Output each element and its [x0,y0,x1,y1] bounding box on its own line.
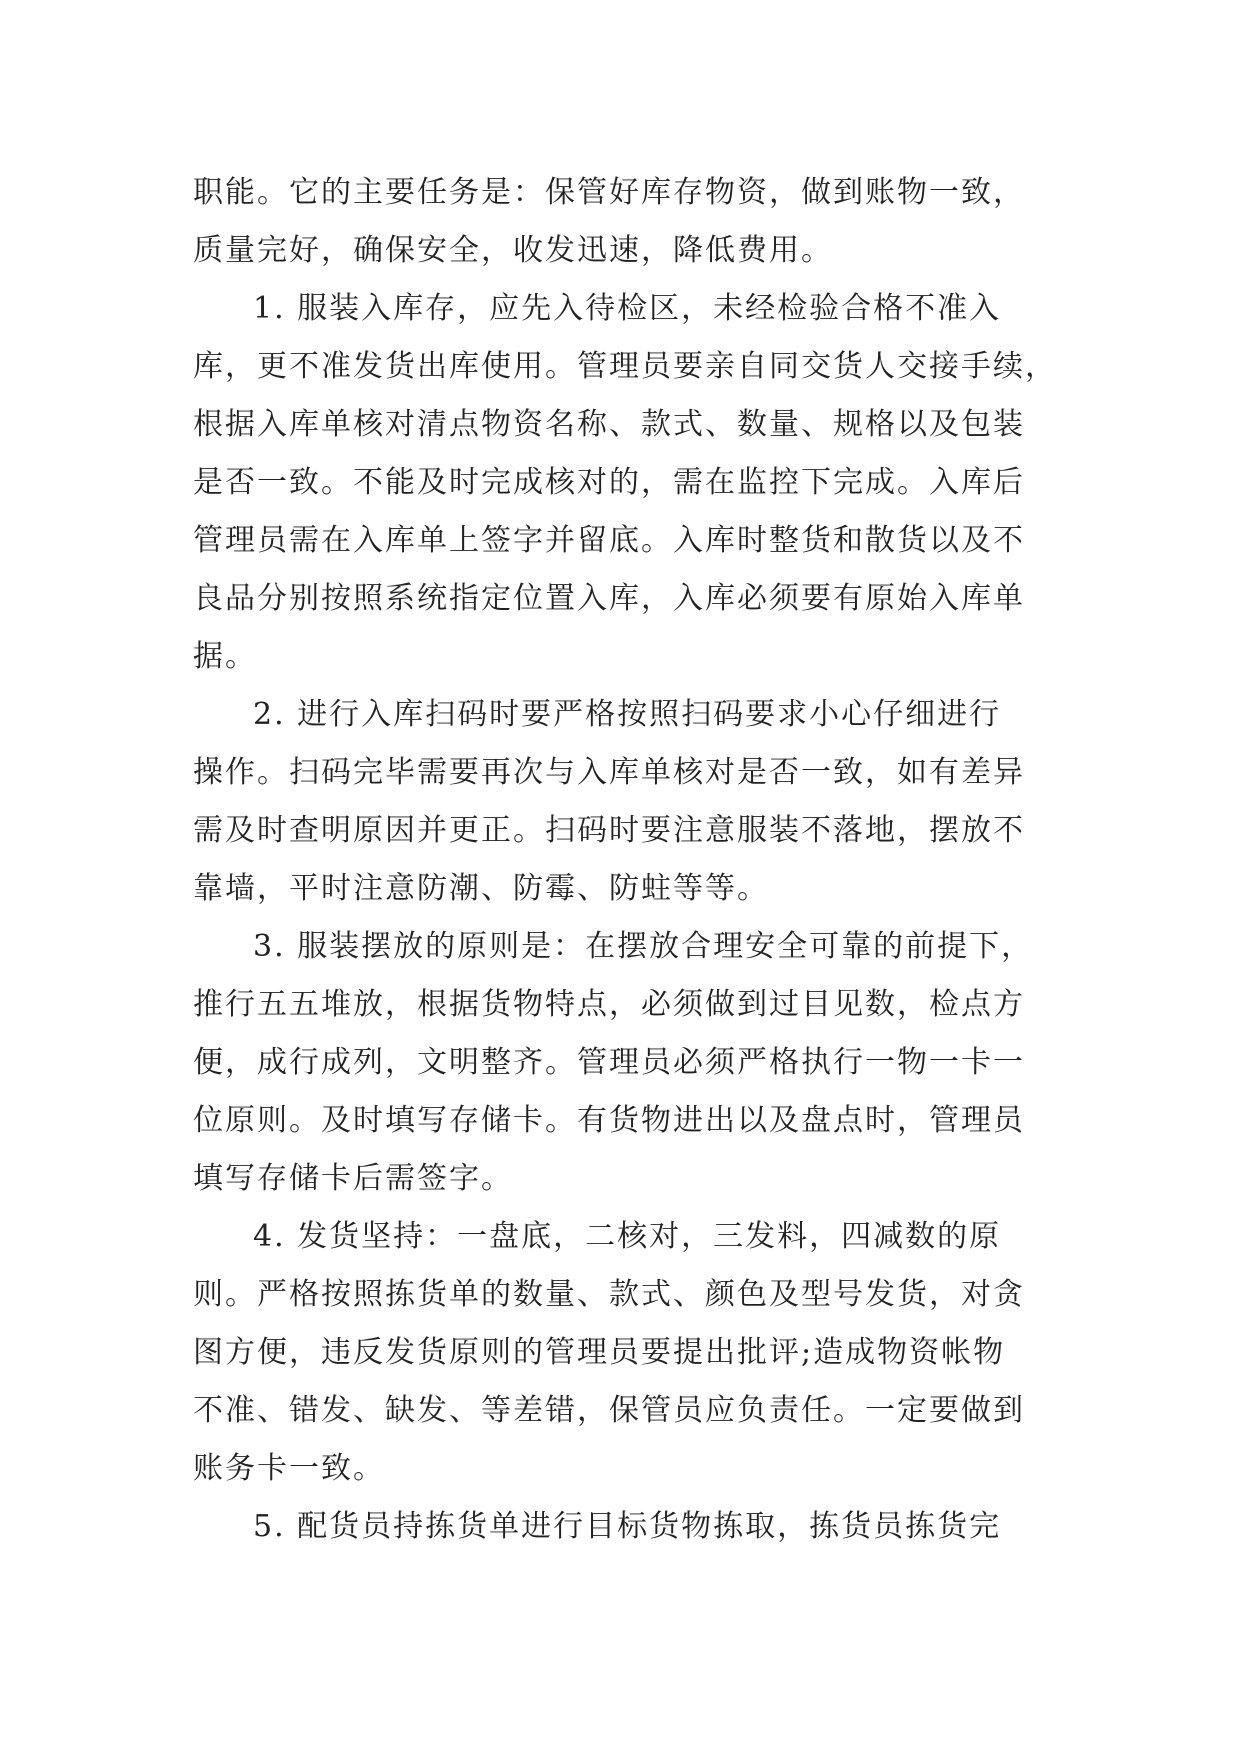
text-line: 5. 配货员持拣货单进行目标货物拣取，拣货员拣货完 [253,1509,1002,1544]
text-line: 根据入库单核对清点物资名称、款式、数量、规格以及包装 [193,407,1025,442]
text-line: 填写存储卡后需签字。 [193,1161,513,1196]
text-line: 据。 [193,639,257,674]
text-line: 库，更不准发货出库使用。管理员要亲自同交货人交接手续， [193,349,1057,384]
text-line: 不准、错发、缺发、等差错，保管员应负责任。一定要做到 [193,1393,1025,1428]
text-line: 1. 服装入库存，应先入待检区，未经检验合格不准入 [253,291,1002,326]
text-line: 质量完好，确保安全，收发迅速，降低费用。 [193,233,833,268]
text-line: 3. 服装摆放的原则是：在摆放合理安全可靠的前提下， [253,929,1034,964]
text-line: 操作。扫码完毕需要再次与入库单核对是否一致，如有差异 [193,755,1025,790]
text-line: 职能。它的主要任务是：保管好库存物资，做到账物一致， [193,175,1025,210]
text-line: 则。严格按照拣货单的数量、款式、颜色及型号发货，对贪 [193,1277,1025,1312]
text-line: 便，成行成列，文明整齐。管理员必须严格执行一物一卡一 [193,1045,1025,1080]
text-line: 需及时查明原因并更正。扫码时要注意服装不落地，摆放不 [193,813,1025,848]
text-line: 靠墙，平时注意防潮、防霉、防蛀等等。 [193,871,769,906]
text-line: 管理员需在入库单上签字并留底。入库时整货和散货以及不 [193,523,1025,558]
text-line: 账务卡一致。 [193,1451,385,1486]
text-line: 2. 进行入库扫码时要严格按照扫码要求小心仔细进行 [253,697,1002,732]
text-line: 图方便，违反发货原则的管理员要提出批评;造成物资帐物 [193,1335,1006,1370]
document-body [193,164,1065,1556]
text-line: 是否一致。不能及时完成核对的，需在监控下完成。入库后 [193,465,1025,500]
text-line: 位原则。及时填写存储卡。有货物进出以及盘点时，管理员 [193,1103,1025,1138]
text-line: 推行五五堆放，根据货物特点，必须做到过目见数，检点方 [193,987,1025,1022]
text-line: 4. 发货坚持：一盘底，二核对，三发料，四减数的原 [253,1219,1002,1254]
text-line: 良品分别按照系统指定位置入库，入库必须要有原始入库单 [193,581,1025,616]
